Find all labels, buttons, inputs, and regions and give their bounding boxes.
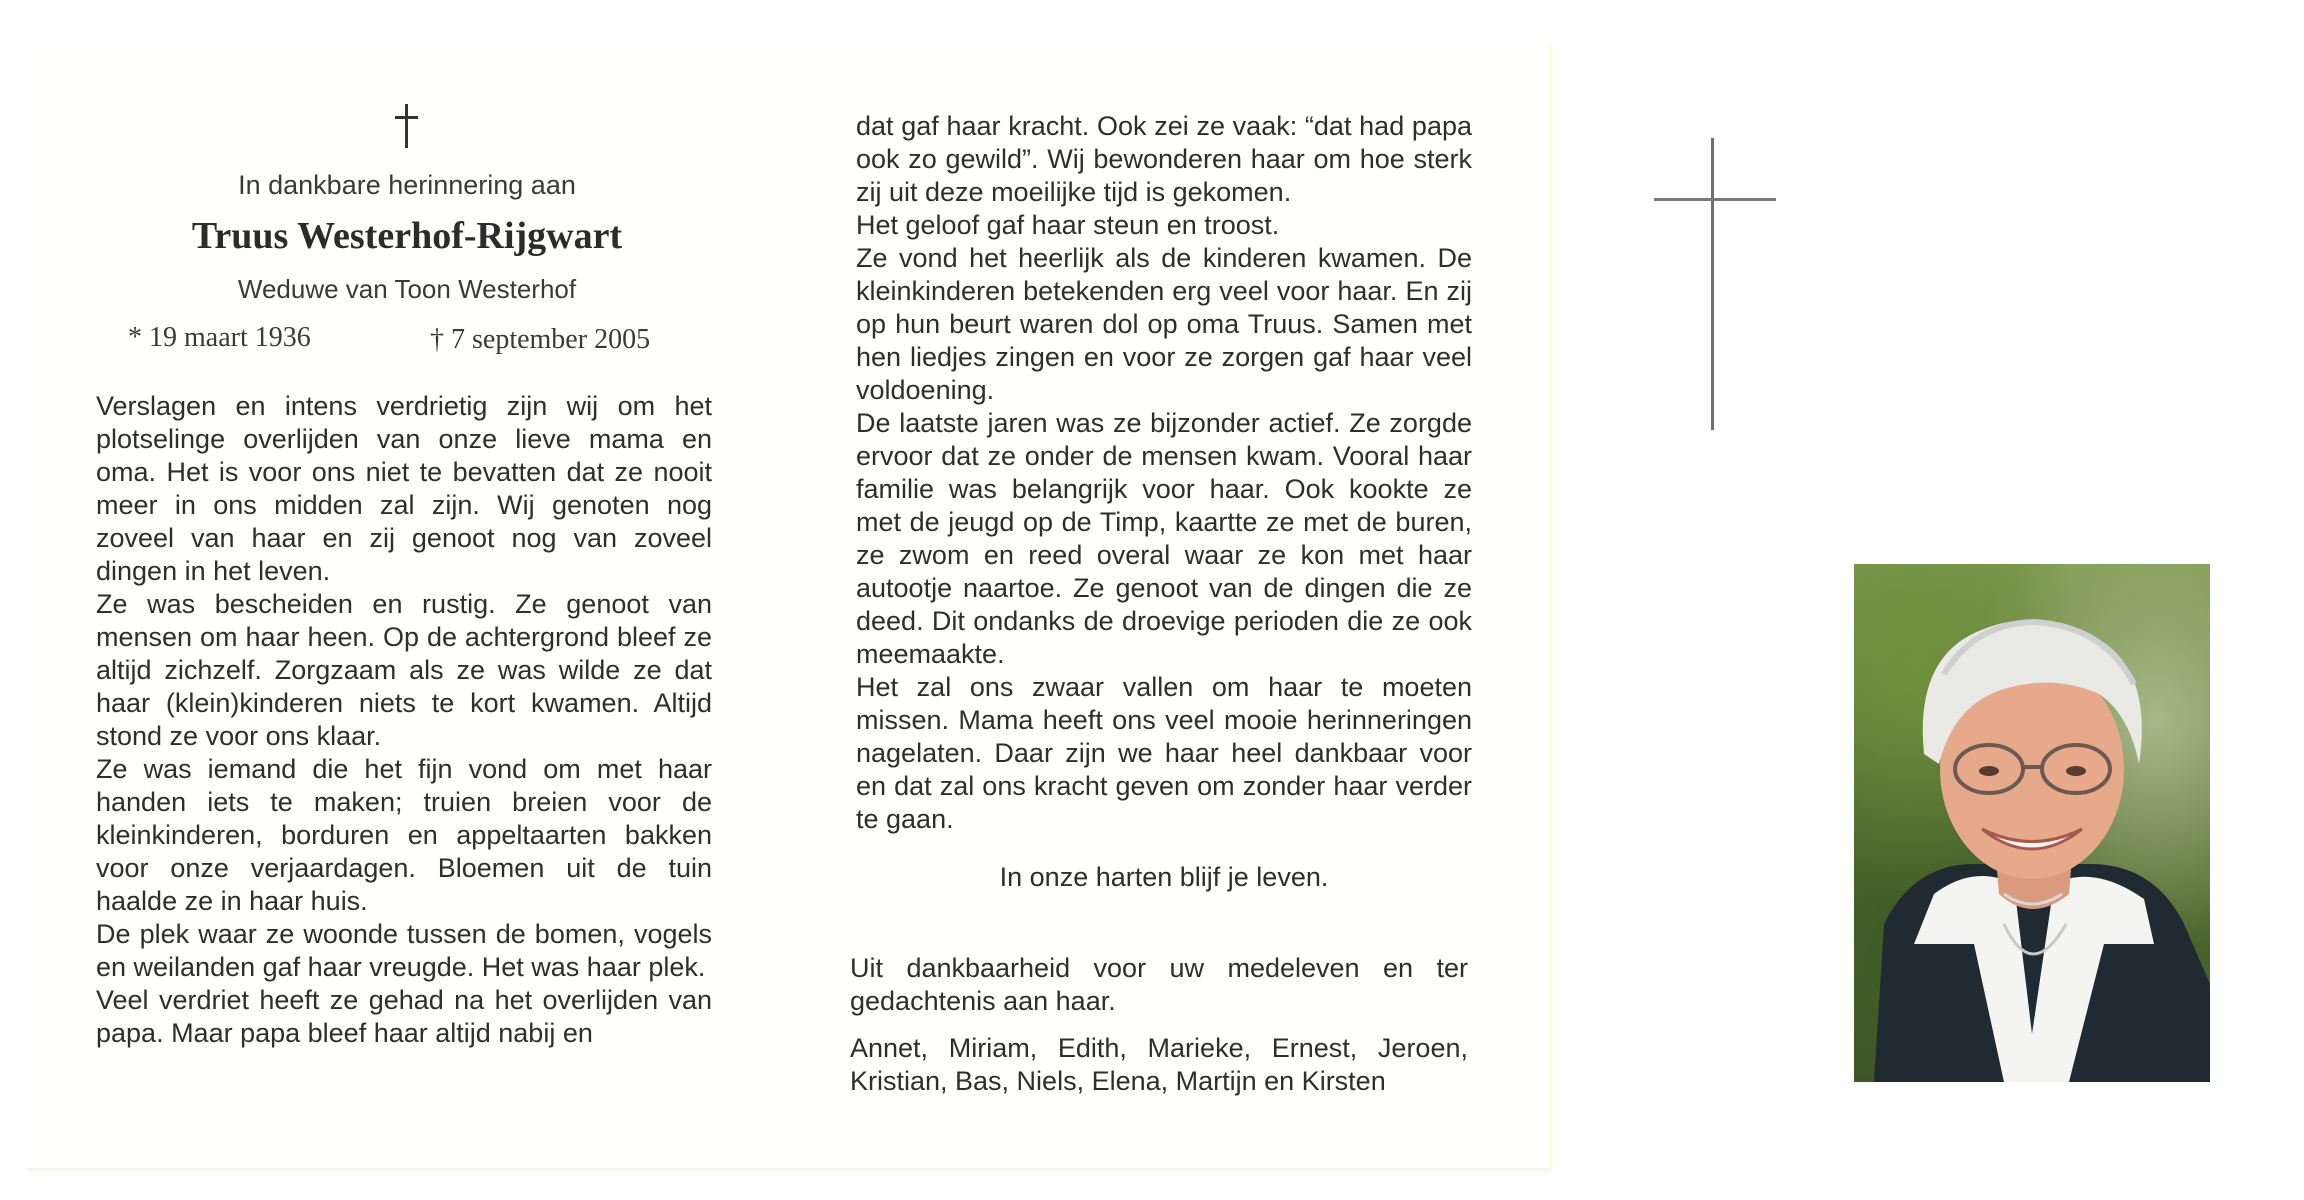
cross-icon bbox=[1654, 138, 1776, 432]
portrait-photo bbox=[1854, 564, 2210, 1082]
paragraph: Ze was iemand die het fijn vond om met haar handen iets te maken; truien breien voor de kleinkinderen, borduren en appeltaarten bakken voor onze verjaardagen. Bloemen uit de tuin haalde ze in haar huis. bbox=[96, 754, 712, 916]
card-edge-shadow bbox=[28, 1168, 1552, 1174]
birth-date: * 19 maart 1936 bbox=[128, 322, 311, 353]
paragraph: Verslagen en intens verdrietig zijn wij om het plotselinge overlijden van onze lieve mama en oma. Het is voor ons niet te bevatten dat ze nooit meer in ons midden zal zijn. Wij genoten nog zoveel van haar en zij genoot nog van zoveel dingen in het leven. bbox=[96, 391, 712, 586]
paragraph: Ze vond het heerlijk als de kinderen kwamen. De kleinkinderen betekenden erg veel voor haar. En zij op hun beurt waren dol op oma Truus. Samen met hen liedjes zingen en voor ze zorgen gaf haar veel voldoening. bbox=[856, 243, 1472, 405]
family-names: Annet, Miriam, Edith, Marieke, Ernest, Jeroen, Kristian, Bas, Niels, Elena, Martijn en Kirsten bbox=[850, 1033, 1468, 1096]
thanks-text: Uit dankbaarheid voor uw medeleven en ter gedachtenis aan haar. bbox=[850, 953, 1468, 1016]
deceased-name: Truus Westerhof-Rijgwart bbox=[191, 215, 623, 257]
memorial-text-middle bbox=[856, 110, 1472, 836]
paragraph: De plek waar ze woonde tussen de bomen, vogels en weilanden gaf haar vreugde. Het was haar plek. bbox=[96, 919, 712, 982]
cross-icon bbox=[387, 104, 427, 152]
paragraph: dat gaf haar kracht. Ook zei ze vaak: “dat had papa ook zo gewild”. Wij bewonderen haar om hoe sterk zij uit deze moeilijke tijd is gekomen. bbox=[856, 111, 1472, 207]
memorial-text-left bbox=[96, 390, 712, 1050]
paragraph: De laatste jaren was ze bijzonder actief. Ze zorgde ervoor dat ze onder de mensen kwam. Vooral haar familie was belangrijk voor haar. Ook kookte ze met de jeugd op de Timp, kaartte ze met de buren, ze zwom en reed overal waar ze kon met haar autootje naartoe. Ze genoot van de dingen die ze deed. Dit ondanks de droevige perioden die ze ook meemaakte. bbox=[856, 408, 1472, 669]
paragraph: Het geloof gaf haar steun en troost. bbox=[856, 210, 1280, 240]
closing-line: In onze harten blijf je leven. bbox=[999, 862, 1329, 892]
paragraph: Het zal ons zwaar vallen om haar te moeten missen. Mama heeft ons veel mooie herinneringen nagelaten. Daar zijn we haar heel dankbaar voor en dat zal ons kracht geven om zonder haar verder te gaan. bbox=[856, 672, 1472, 834]
death-date: † 7 september 2005 bbox=[430, 324, 651, 355]
widow-line: Weduwe van Toon Westerhof bbox=[237, 274, 577, 304]
paragraph: Veel verdriet heeft ze gehad na het overlijden van papa. Maar papa bleef haar altijd nabij en bbox=[96, 985, 712, 1048]
intro-text: In dankbare herinnering aan bbox=[238, 170, 576, 200]
paragraph: Ze was bescheiden en rustig. Ze genoot van mensen om haar heen. Op de achtergrond bleef ze altijd zichzelf. Zorgzaam als ze was wilde ze dat haar (klein)kinderen niets te kort kwamen. Altijd stond ze voor ons klaar. bbox=[96, 589, 712, 751]
scan-margin bbox=[26, 0, 2304, 22]
